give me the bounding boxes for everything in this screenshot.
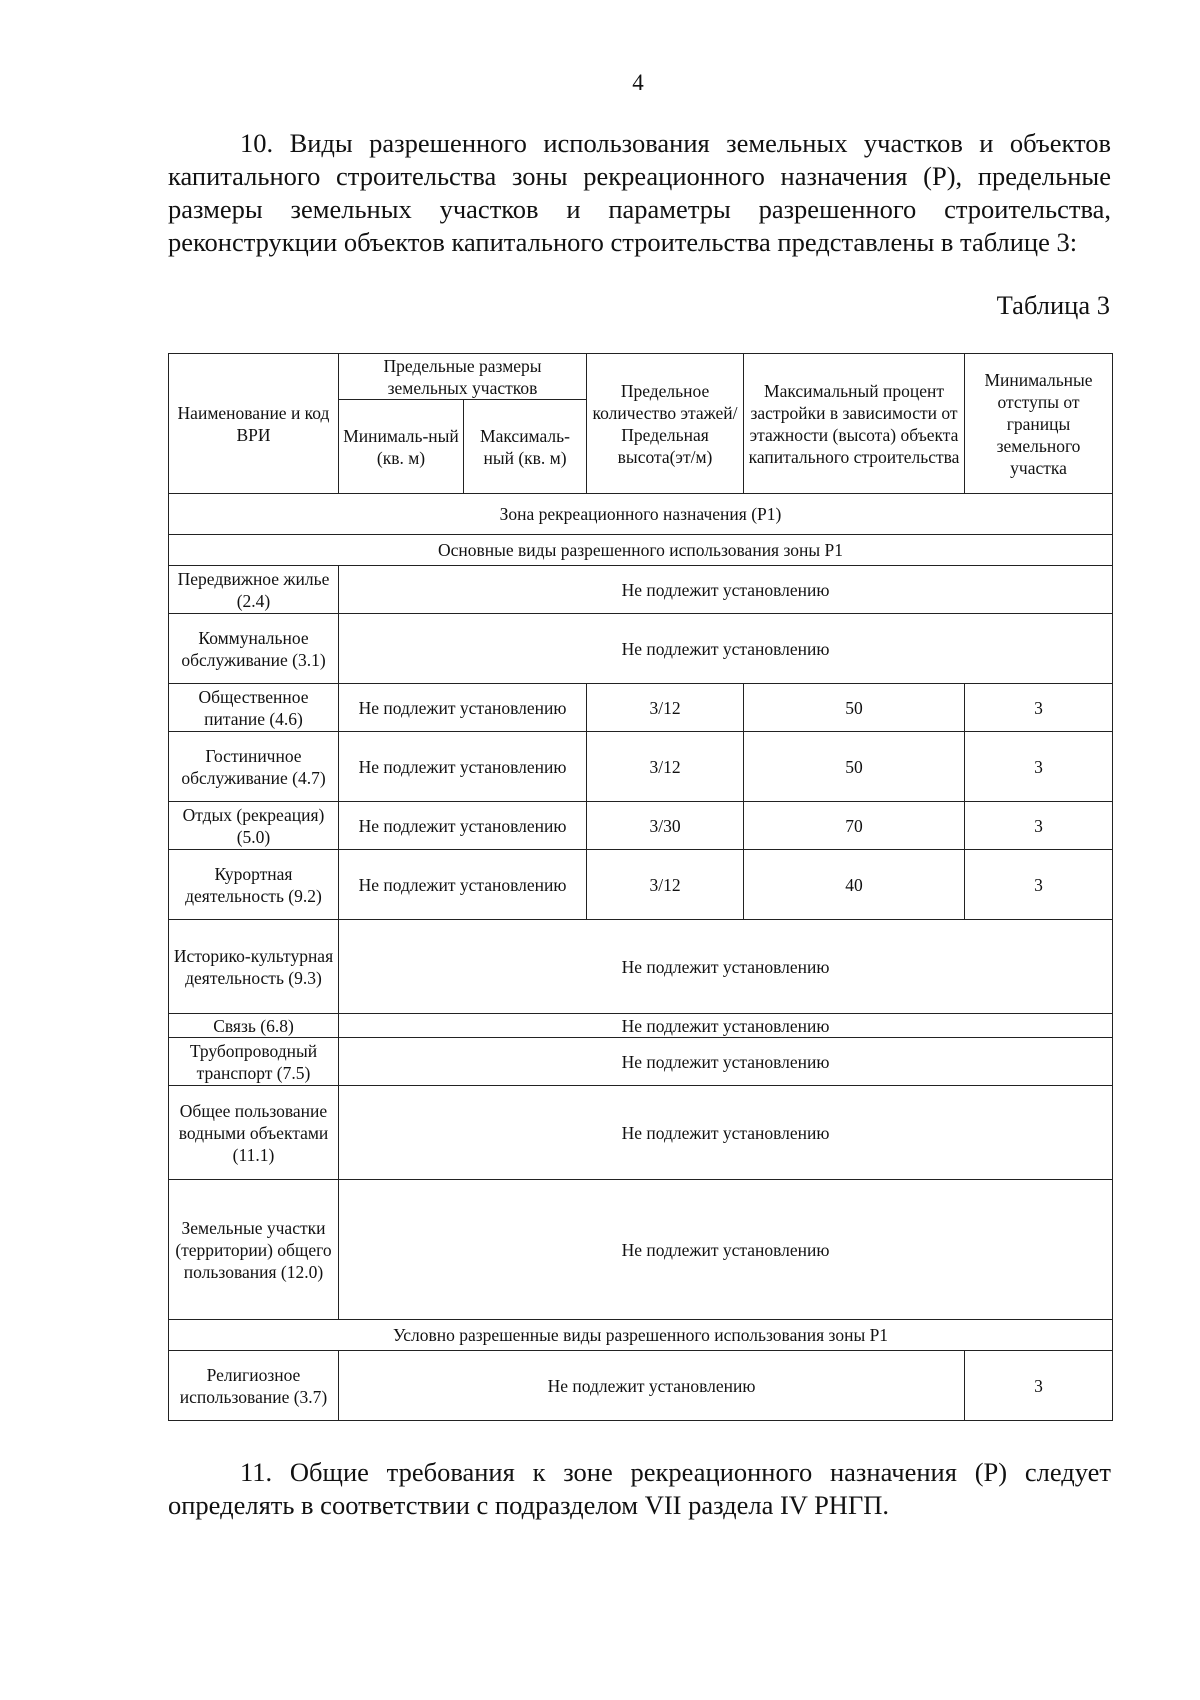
paragraph-10: 10. Виды разрешенного использования земельных участков и объектов капитального строительства зоны рекреационного назначения (Р), предельные размеры земельных участков и параметры разрешенного строительства, реконструкции объектов капитального строительства представлены в таблице 3: — [168, 128, 1111, 257]
header-min-area: Минималь-ный (кв. м) — [339, 400, 464, 494]
row-name: Общее пользование водными объектами (11.1) — [169, 1086, 339, 1180]
table-row — [169, 566, 1113, 614]
row-max-coverage: 50 — [744, 732, 965, 802]
row-name: Земельные участки (территории) общего пользования (12.0) — [169, 1180, 339, 1320]
row-value: Не подлежит установлению — [339, 1014, 1113, 1038]
row-min-setback: 3 — [965, 732, 1113, 802]
row-plot-sizes: Не подлежит установлению — [339, 732, 587, 802]
table-row — [169, 850, 1113, 920]
row-floors-height: 3/30 — [587, 802, 744, 850]
row-name: Трубопроводный транспорт (7.5) — [169, 1038, 339, 1086]
row-value: Не подлежит установлению — [339, 1038, 1113, 1086]
row-max-coverage: 70 — [744, 802, 965, 850]
row-floors-height: 3/12 — [587, 684, 744, 732]
table-row — [169, 920, 1113, 1014]
row-value: Не подлежит установлению — [339, 920, 1113, 1014]
table-row — [169, 1086, 1113, 1180]
table-row — [169, 802, 1113, 850]
row-name: Связь (6.8) — [169, 1014, 339, 1038]
row-min-setback: 3 — [965, 802, 1113, 850]
row-name: Передвижное жилье (2.4) — [169, 566, 339, 614]
row-max-coverage: 50 — [744, 684, 965, 732]
row-value: Не подлежит установлению — [339, 1180, 1113, 1320]
table-row — [169, 1180, 1113, 1320]
row-floors-height: 3/12 — [587, 850, 744, 920]
table-header-row — [169, 354, 1113, 400]
conditional-section-row — [169, 1320, 1113, 1351]
main-section-row — [169, 535, 1113, 566]
paragraph-11: 11. Общие требования к зоне рекреационного назначения (Р) следует определять в соответствии с подразделом VII раздела IV РНГП. — [168, 1457, 1111, 1520]
row-name: Коммунальное обслуживание (3.1) — [169, 614, 339, 684]
row-name: Историко-культурная деятельность (9.3) — [169, 920, 339, 1014]
row-value: Не подлежит установлению — [339, 1086, 1113, 1180]
row-min-setback: 3 — [965, 850, 1113, 920]
row-name: Курортная деятельность (9.2) — [169, 850, 339, 920]
header-min-setback: Минимальные отступы от границы земельного участка — [965, 354, 1113, 494]
table-row — [169, 684, 1113, 732]
table-row — [169, 1014, 1113, 1038]
row-name: Религиозное использование (3.7) — [169, 1351, 339, 1421]
row-floors-height: 3/12 — [587, 732, 744, 802]
permitted-use-table — [168, 353, 1113, 1421]
zone-title-row — [169, 494, 1113, 535]
header-plot-sizes: Предельные размеры земельных участков — [339, 354, 587, 400]
header-max-area: Максималь-ный (кв. м) — [464, 400, 587, 494]
main-section-title: Основные виды разрешенного использования зоны Р1 — [169, 535, 1113, 566]
row-value: Не подлежит установлению — [339, 566, 1113, 614]
table-caption: Таблица 3 — [996, 290, 1110, 320]
table-row — [169, 1038, 1113, 1086]
conditional-section-title: Условно разрешенные виды разрешенного использования зоны Р1 — [169, 1320, 1113, 1351]
row-min-setback: 3 — [965, 684, 1113, 732]
row-name: Гостиничное обслуживание (4.7) — [169, 732, 339, 802]
zone-title: Зона рекреационного назначения (Р1) — [169, 494, 1113, 535]
header-floors-height: Предельное количество этажей/ Предельная высота(эт/м) — [587, 354, 744, 494]
row-name: Общественное питание (4.6) — [169, 684, 339, 732]
table-row — [169, 614, 1113, 684]
row-value: Не подлежит установлению — [339, 614, 1113, 684]
header-max-coverage: Максимальный процент застройки в зависимости от этажности (высота) объекта капитального строительства — [744, 354, 965, 494]
row-plot-sizes: Не подлежит установлению — [339, 684, 587, 732]
table-row — [169, 732, 1113, 802]
table-row — [169, 1351, 1113, 1421]
row-plot-sizes: Не подлежит установлению — [339, 802, 587, 850]
header-name-code: Наименование и код ВРИ — [169, 354, 339, 494]
row-min-setback: 3 — [965, 1351, 1113, 1421]
row-max-coverage: 40 — [744, 850, 965, 920]
row-value: Не подлежит установлению — [339, 1351, 965, 1421]
page-number: 4 — [632, 70, 644, 95]
row-name: Отдых (рекреация) (5.0) — [169, 802, 339, 850]
row-plot-sizes: Не подлежит установлению — [339, 850, 587, 920]
